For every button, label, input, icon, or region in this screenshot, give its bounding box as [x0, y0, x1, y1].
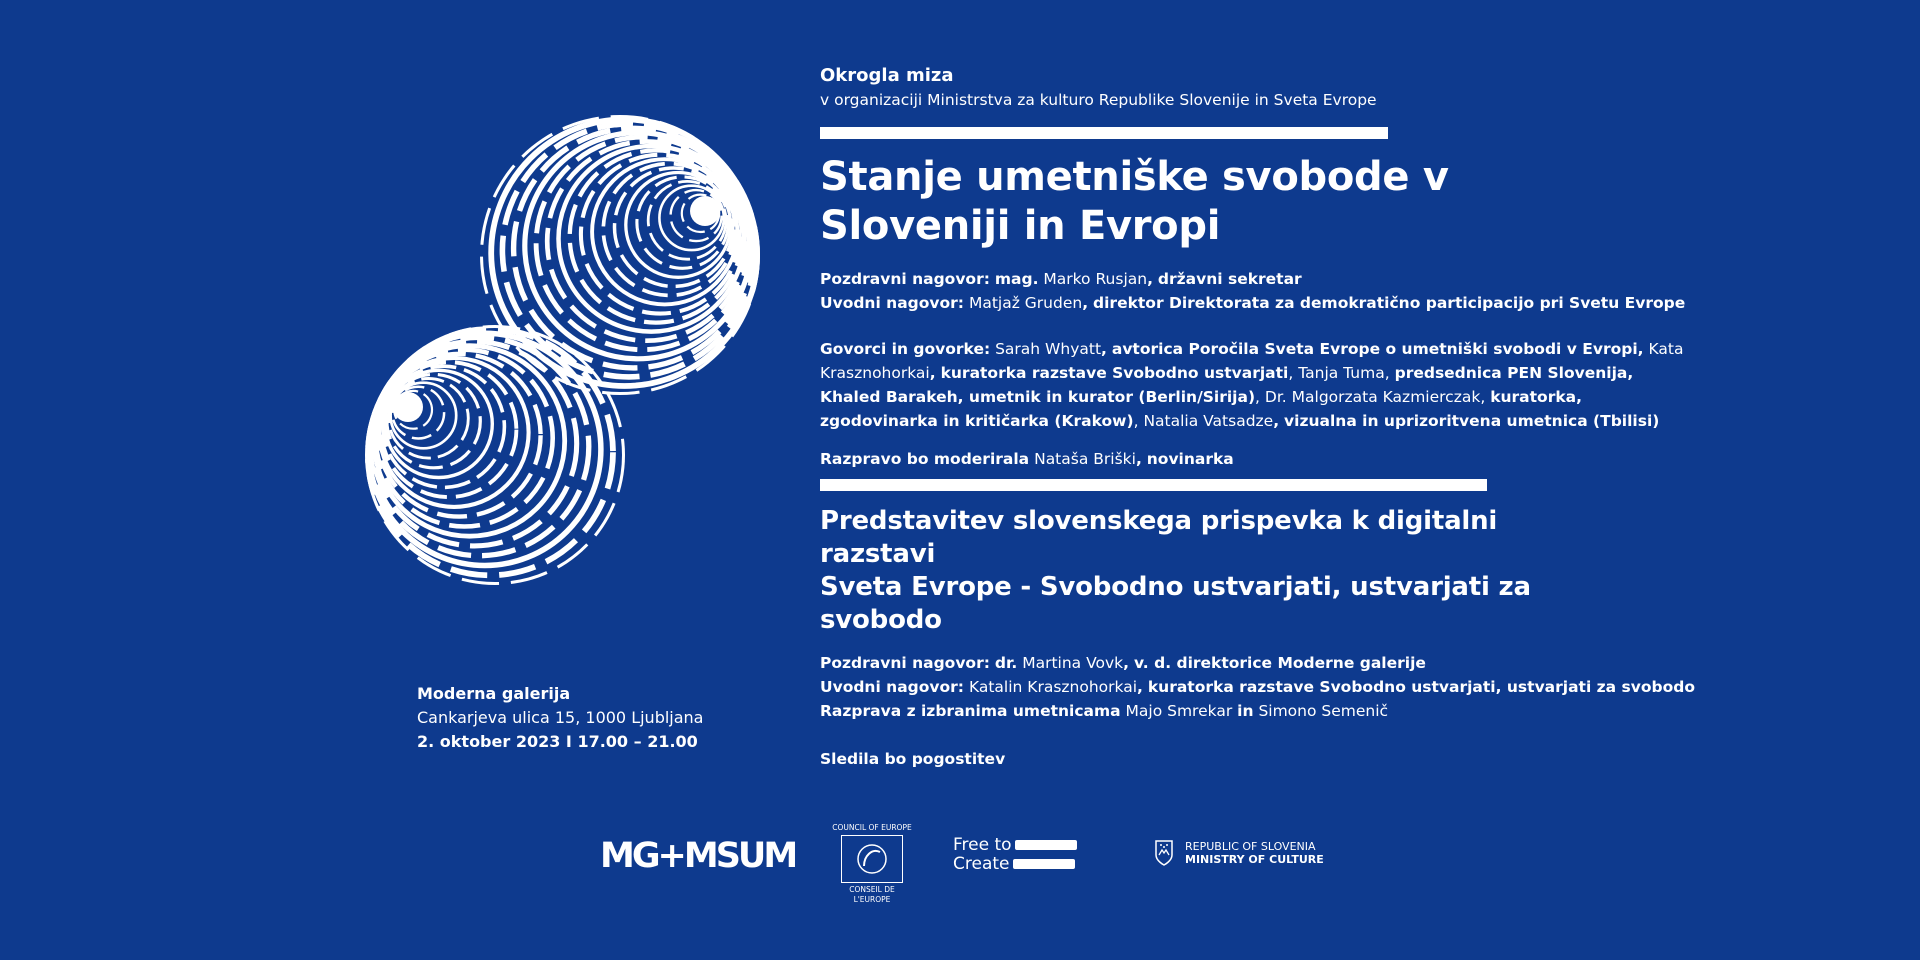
- section1-welcome: Pozdravni nagovor: mag. Marko Rusjan, državni sekretar: [820, 270, 1302, 288]
- section2-title-line2: Sveta Evrope - Svobodno ustvarjati, ustvarjati za: [820, 572, 1531, 602]
- council-of-europe-emblem-icon: [841, 835, 903, 883]
- section1-speakers: Govorci in govorke: Sarah Whyatt, avtorica Poročila Sveta Evrope o umetniški svobodi v Evropi, Kata Krasznohorkai, kuratorka razstave Svobodno ustvarjati, Tanja Tuma, predsednica PEN Slovenija, Khaled Barakeh, umetnik in kurator (Berlin/Sirija), Dr. Malgorzata Kazmierczak, kuratorka, zgodovinarka in kritičarka (Krakow), Natalia Vatsadze, vizualna in uprizoritvena umetnica (Tbilisi): [820, 340, 1684, 430]
- venue-info: [417, 682, 703, 754]
- divider-middle: [820, 479, 1487, 491]
- section2-title: [820, 505, 1580, 637]
- organizer-line: v organizaciji Ministrstva za kulturo Republike Slovenije in Sveta Evrope: [820, 91, 1377, 109]
- section1-title: [820, 153, 1580, 251]
- art-ring: [637, 177, 728, 268]
- main-content: [820, 64, 1696, 771]
- section2-discussion: Razprava z izbranima umetnicama Majo Smrekar in Simono Semenič: [820, 702, 1389, 720]
- strike-bar-icon: [1015, 840, 1077, 850]
- partner-logos: [600, 820, 1340, 910]
- spiral-artwork: [340, 115, 780, 615]
- art-ring: [387, 374, 480, 467]
- free-to-create-logo: Free to Create: [953, 836, 1077, 874]
- ministry-logo: REPUBLIC OF SLOVENIA MINISTRY OF CULTURE: [1155, 840, 1324, 866]
- section1-moderator: Razpravo bo moderirala Nataša Briški, novinarka: [820, 450, 1234, 468]
- divider-top: [820, 127, 1388, 139]
- section2-title-line3: svobodo: [820, 605, 942, 635]
- section1-intro: Uvodni nagovor: Matjaž Gruden, direktor Direktorata za demokratično participacijo pri Svetu Evrope: [820, 294, 1686, 312]
- art-ring: [581, 155, 740, 314]
- event-datetime: 2. oktober 2023 I 17.00 – 21.00: [417, 732, 698, 751]
- section2-addresses: [820, 651, 1696, 723]
- section1-title-line1: Stanje umetniške svobode v: [820, 154, 1449, 200]
- section2-title-line1: Predstavitev slovenskega prispevka k digitalni razstavi: [820, 506, 1498, 569]
- strike-bar-icon: [1013, 859, 1075, 869]
- event-kicker: Okrogla miza: [820, 65, 954, 86]
- mg-msum-logo: MG+MSUM: [600, 836, 796, 876]
- section2-intro: Uvodni nagovor: Katalin Krasznohorkai, kuratorka razstave Svobodno ustvarjati, ustvarjati za svobodo: [820, 678, 1696, 696]
- venue-address: Cankarjeva ulica 15, 1000 Ljubljana: [417, 708, 704, 727]
- section2-welcome: Pozdravni nagovor: dr. Martina Vovk, v. d. direktorice Moderne galerije: [820, 654, 1426, 672]
- slovenia-crest-icon: [1155, 840, 1173, 866]
- section1-title-line2: Sloveniji in Evropi: [820, 203, 1221, 249]
- section1-addresses: [820, 267, 1686, 315]
- venue-name: Moderna galerija: [417, 684, 571, 703]
- section2-closing: Sledila bo pogostitev: [820, 750, 1006, 768]
- council-of-europe-logo: COUNCIL OF EUROPE CONSEIL DE L'EUROPE: [832, 823, 912, 904]
